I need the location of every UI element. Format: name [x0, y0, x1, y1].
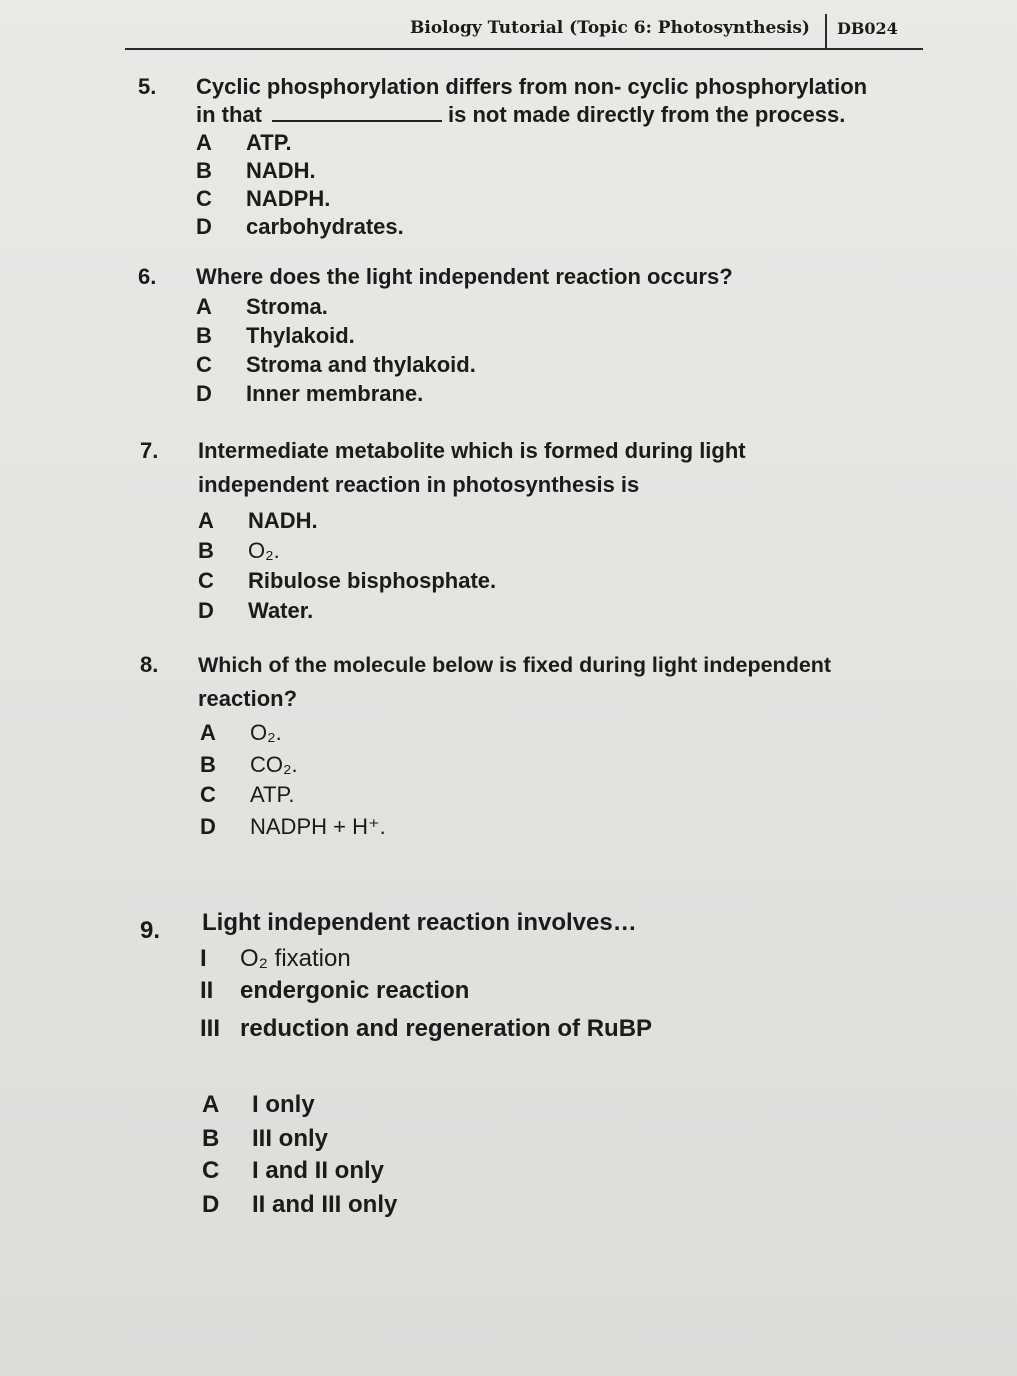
- option-letter: C: [202, 1157, 220, 1184]
- option-text: I and II only: [252, 1157, 385, 1184]
- question-text-post-blank: is not made directly from the process.: [448, 102, 846, 127]
- option-text: ATP.: [246, 130, 292, 155]
- option-text: ATP.: [250, 782, 295, 807]
- option-d[interactable]: [200, 812, 386, 842]
- option-a[interactable]: [196, 128, 292, 158]
- option-b[interactable]: [200, 750, 298, 780]
- option-letter: B: [202, 1125, 220, 1152]
- option-c[interactable]: [202, 1156, 384, 1186]
- statement-numeral: III: [200, 1015, 221, 1042]
- question-5: [138, 72, 998, 242]
- question-number: 6.: [138, 264, 157, 289]
- statement-text: O₂ fixation: [240, 945, 351, 972]
- option-b[interactable]: [202, 1124, 328, 1154]
- option-letter: A: [200, 720, 216, 745]
- option-text: Stroma and thylakoid.: [246, 352, 476, 377]
- course-code: DB024: [837, 19, 898, 38]
- statement-numeral: II: [200, 977, 214, 1004]
- question-text-line1: Which of the molecule below is fixed during light independent: [198, 653, 832, 677]
- option-a[interactable]: [198, 506, 318, 536]
- statement-numeral: I: [200, 945, 207, 972]
- option-text: Water.: [248, 598, 314, 623]
- option-d[interactable]: [196, 212, 404, 242]
- option-text: III only: [252, 1125, 329, 1152]
- option-letter: C: [196, 186, 212, 211]
- option-letter: A: [198, 508, 214, 533]
- option-text: NADPH.: [246, 186, 331, 211]
- question-number: 9.: [140, 917, 161, 944]
- option-text: O₂.: [250, 720, 282, 745]
- option-letter: C: [200, 782, 216, 807]
- statement-iii: [200, 1014, 652, 1044]
- option-text: O₂.: [248, 538, 280, 563]
- option-letter: A: [196, 130, 212, 155]
- question-text-line2: [196, 100, 845, 130]
- option-text: Inner membrane.: [246, 381, 424, 406]
- option-letter: A: [196, 294, 212, 319]
- option-b[interactable]: [196, 321, 355, 351]
- question-text-line1: Cyclic phosphorylation differs from non- cyclic phosphorylation: [196, 74, 868, 99]
- header-separator: [825, 14, 827, 48]
- statement-text: endergonic reaction: [240, 977, 470, 1004]
- option-letter: C: [196, 352, 212, 377]
- option-text: carbohydrates.: [246, 214, 404, 239]
- question-number: 8.: [140, 652, 159, 677]
- option-letter: C: [198, 568, 214, 593]
- option-letter: D: [196, 381, 212, 406]
- question-text-line2: independent reaction in photosynthesis is: [198, 472, 640, 497]
- option-letter: B: [196, 158, 212, 183]
- option-c[interactable]: [196, 184, 330, 214]
- option-text: Stroma.: [246, 294, 328, 319]
- option-text: Ribulose bisphosphate.: [248, 568, 497, 593]
- option-letter: D: [200, 814, 216, 839]
- option-letter: B: [200, 752, 216, 777]
- page-header: [125, 10, 923, 50]
- option-text: Thylakoid.: [246, 323, 355, 348]
- question-number: 5.: [138, 74, 157, 99]
- question-9: [140, 896, 1000, 1236]
- statement-text: reduction and regeneration of RuBP: [240, 1015, 653, 1042]
- option-b[interactable]: [196, 156, 316, 186]
- option-letter: D: [196, 214, 212, 239]
- option-text: NADPH + H⁺.: [250, 814, 386, 839]
- option-text: CO₂.: [250, 752, 298, 777]
- question-text-line1: Light independent reaction involves…: [202, 909, 637, 936]
- option-c[interactable]: [196, 350, 476, 380]
- question-text-line1: Where does the light independent reaction occurs?: [196, 264, 733, 289]
- option-d[interactable]: [202, 1190, 397, 1220]
- question-text-pre-blank: in that: [196, 102, 262, 127]
- option-text: II and III only: [252, 1191, 398, 1218]
- option-letter: B: [198, 538, 214, 563]
- question-7: [140, 436, 1000, 626]
- option-d[interactable]: [196, 379, 423, 409]
- option-a[interactable]: [196, 292, 328, 322]
- option-b[interactable]: [198, 536, 280, 566]
- option-letter: A: [202, 1091, 220, 1118]
- option-letter: B: [196, 323, 212, 348]
- question-8: [140, 650, 1010, 850]
- question-6: [138, 262, 998, 412]
- question-text-line1: Intermediate metabolite which is formed during light: [198, 438, 746, 463]
- statement-i: [200, 944, 351, 974]
- option-letter: D: [198, 598, 214, 623]
- option-text: NADH.: [246, 158, 316, 183]
- option-text: I only: [252, 1091, 315, 1118]
- option-letter: D: [202, 1191, 220, 1218]
- option-a[interactable]: [200, 718, 282, 748]
- option-d[interactable]: [198, 596, 313, 626]
- option-a[interactable]: [202, 1090, 315, 1120]
- option-c[interactable]: [198, 566, 496, 596]
- question-number: 7.: [140, 438, 159, 463]
- option-c[interactable]: [200, 780, 294, 810]
- option-text: NADH.: [248, 508, 318, 533]
- statement-ii: [200, 976, 469, 1006]
- question-text-line2: reaction?: [198, 686, 298, 711]
- answer-blank: [272, 100, 442, 122]
- tutorial-title: Biology Tutorial (Topic 6: Photosynthesis): [410, 18, 810, 38]
